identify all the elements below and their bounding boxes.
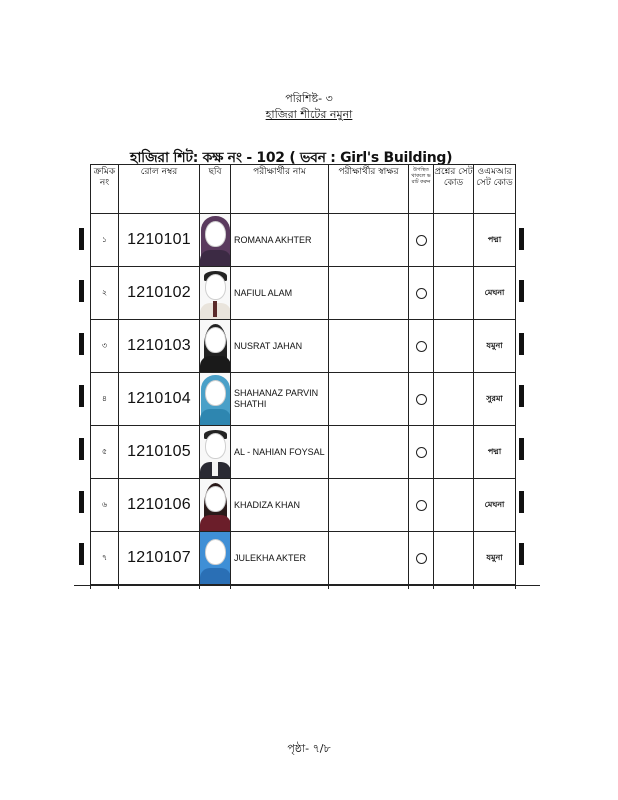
roll-number-cell: 1210103 [119, 320, 200, 373]
alignment-mark-left [79, 543, 84, 565]
candidate-photo [200, 267, 230, 319]
table-row [91, 373, 516, 426]
header-name: পরীক্ষার্থীর নাম [231, 165, 329, 214]
question-set-cell [434, 214, 474, 267]
photo-cell [200, 214, 231, 267]
omr-set-cell: যমুনা [474, 320, 516, 373]
header-present: উপস্থিত থাকলে ভরাট করুন [409, 165, 434, 214]
header-question-set: প্রশ্নের সেট কোড [434, 165, 474, 214]
signature-cell[interactable] [329, 320, 409, 373]
alignment-mark-left [79, 385, 84, 407]
present-cell[interactable] [409, 267, 434, 320]
table-row [91, 320, 516, 373]
present-cell[interactable] [409, 373, 434, 426]
signature-cell[interactable] [329, 373, 409, 426]
photo-cell [200, 426, 231, 479]
candidate-photo [200, 479, 230, 531]
omr-set-cell: সুরমা [474, 373, 516, 426]
serial-cell: ৫ [91, 426, 119, 479]
candidate-name-cell: AL - NAHIAN FOYSAL [231, 426, 329, 479]
candidate-photo [200, 426, 230, 478]
attendance-bubble-icon[interactable] [416, 447, 427, 458]
table-body [91, 214, 516, 590]
candidate-photo [200, 373, 230, 425]
candidate-photo [200, 214, 230, 266]
roll-number-cell: 1210101 [119, 214, 200, 267]
photo-cell [200, 479, 231, 532]
question-set-cell [434, 320, 474, 373]
photo-cell [200, 267, 231, 320]
table-row [91, 479, 516, 532]
alignment-mark-left [79, 333, 84, 355]
question-set-cell [434, 267, 474, 320]
table-cut-line [74, 585, 540, 586]
question-set-cell [434, 373, 474, 426]
header-roll: রোল নম্বর [119, 165, 200, 214]
photo-cell [200, 532, 231, 585]
table-row [91, 426, 516, 479]
alignment-mark-right [519, 385, 524, 407]
signature-cell[interactable] [329, 479, 409, 532]
candidate-name-cell: JULEKHA AKTER [231, 532, 329, 585]
header-serial: ক্রমিক নং [91, 165, 119, 214]
serial-cell: ৩ [91, 320, 119, 373]
present-cell[interactable] [409, 320, 434, 373]
roll-number-cell: 1210106 [119, 479, 200, 532]
header-omr-set: ওএমআর সেট কোড [474, 165, 516, 214]
question-set-cell [434, 426, 474, 479]
question-set-cell [434, 532, 474, 585]
table-row [91, 532, 516, 585]
document-header [0, 92, 618, 122]
omr-set-cell: যমুনা [474, 532, 516, 585]
document-subtitle: হাজিরা শীটের নমুনা [265, 108, 353, 121]
signature-cell[interactable] [329, 267, 409, 320]
photo-cell [200, 320, 231, 373]
omr-set-cell: পদ্মা [474, 426, 516, 479]
attendance-bubble-icon[interactable] [416, 500, 427, 511]
signature-cell[interactable] [329, 214, 409, 267]
roll-number-cell: 1210107 [119, 532, 200, 585]
omr-set-cell: মেঘনা [474, 267, 516, 320]
present-cell[interactable] [409, 214, 434, 267]
table-header-row [91, 165, 516, 214]
alignment-mark-right [519, 491, 524, 513]
alignment-mark-right [519, 228, 524, 250]
serial-cell: ২ [91, 267, 119, 320]
omr-set-cell: পদ্মা [474, 214, 516, 267]
attendance-bubble-icon[interactable] [416, 394, 427, 405]
present-cell[interactable] [409, 479, 434, 532]
serial-cell: ৭ [91, 532, 119, 585]
attendance-table [90, 164, 516, 589]
roll-number-cell: 1210102 [119, 267, 200, 320]
alignment-mark-right [519, 333, 524, 355]
attendance-bubble-icon[interactable] [416, 235, 427, 246]
alignment-mark-left [79, 280, 84, 302]
appendix-label: পরিশিষ্ট- ৩ [285, 92, 333, 105]
signature-cell[interactable] [329, 532, 409, 585]
candidate-name-cell: KHADIZA KHAN [231, 479, 329, 532]
signature-cell[interactable] [329, 426, 409, 479]
header-photo: ছবি [200, 165, 231, 214]
alignment-mark-left [79, 491, 84, 513]
roll-number-cell: 1210105 [119, 426, 200, 479]
omr-set-cell: মেঘনা [474, 479, 516, 532]
question-set-cell [434, 479, 474, 532]
present-cell[interactable] [409, 532, 434, 585]
serial-cell: ১ [91, 214, 119, 267]
candidate-name-cell: NAFIUL ALAM [231, 267, 329, 320]
attendance-bubble-icon[interactable] [416, 341, 427, 352]
candidate-name-cell: ROMANA AKHTER [231, 214, 329, 267]
attendance-bubble-icon[interactable] [416, 553, 427, 564]
alignment-mark-right [519, 543, 524, 565]
attendance-bubble-icon[interactable] [416, 288, 427, 299]
page-number: পৃষ্ঠা- ৭/৮ [287, 742, 331, 755]
candidate-name-cell: NUSRAT JAHAN [231, 320, 329, 373]
photo-cell [200, 373, 231, 426]
alignment-mark-left [79, 438, 84, 460]
alignment-mark-left [79, 228, 84, 250]
sheet-title: হাজিরা শিট: কক্ষ নং - 102 ( ভবন : Girl's Building) [130, 150, 453, 166]
header-signature: পরীক্ষার্থীর স্বাক্ষর [329, 165, 409, 214]
candidate-photo [200, 320, 230, 372]
serial-cell: ৬ [91, 479, 119, 532]
serial-cell: ৪ [91, 373, 119, 426]
attendance-table-container [90, 164, 515, 589]
present-cell[interactable] [409, 426, 434, 479]
candidate-name-cell: SHAHANAZ PARVIN SHATHI [231, 373, 329, 426]
alignment-mark-right [519, 438, 524, 460]
candidate-photo [200, 532, 230, 584]
table-row [91, 267, 516, 320]
roll-number-cell: 1210104 [119, 373, 200, 426]
alignment-mark-right [519, 280, 524, 302]
table-row [91, 214, 516, 267]
